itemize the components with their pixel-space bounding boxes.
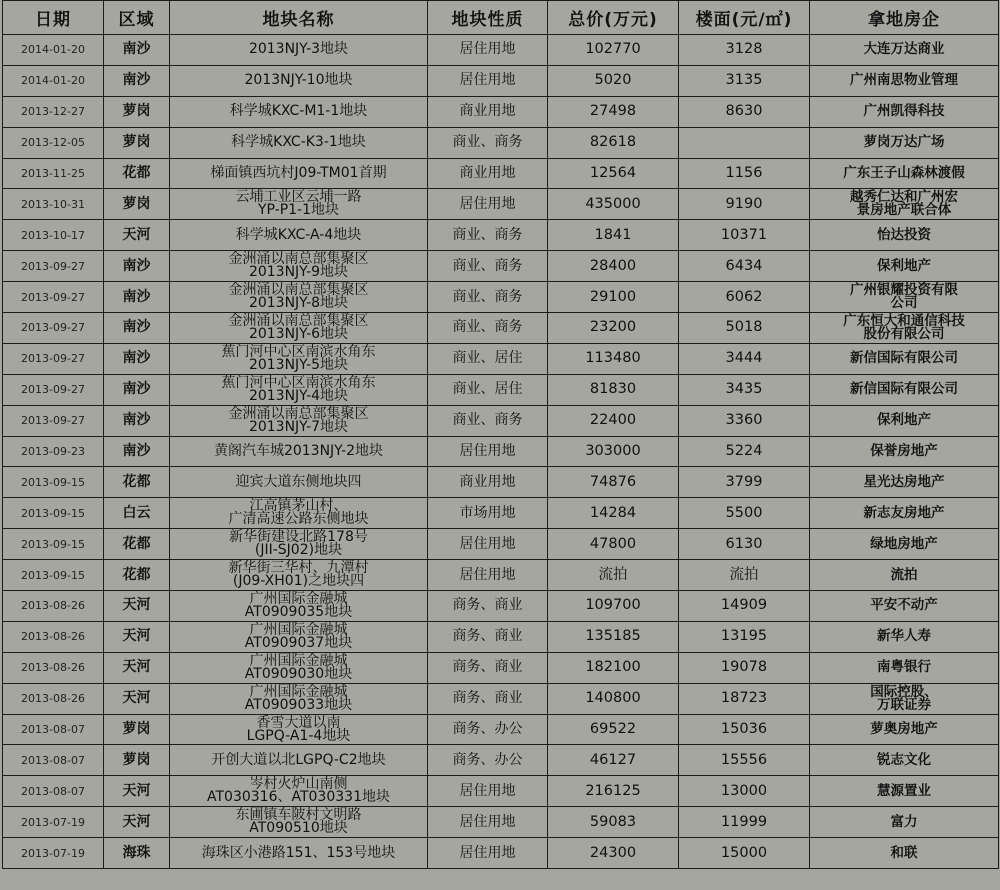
cell-date: 2013-09-27 — [3, 374, 104, 405]
cell-date: 2013-09-23 — [3, 436, 104, 467]
cell-buyer: 保利地产 — [810, 251, 999, 282]
cell-parcel-name: 2013NJY-3地块 — [170, 35, 428, 66]
cell-parcel-name: 蕉门河中心区南滨水角东 2013NJY-5地块 — [170, 343, 428, 374]
cell-total-price: 102770 — [548, 35, 679, 66]
cell-total-price: 82618 — [548, 127, 679, 158]
table-row — [3, 807, 999, 838]
cell-district: 天河 — [104, 621, 170, 652]
cell-buyer: 南粤银行 — [810, 652, 999, 683]
table-row — [3, 621, 999, 652]
cell-parcel-name: 金洲涌以南总部集聚区 2013NJY-8地块 — [170, 282, 428, 313]
cell-date: 2014-01-20 — [3, 65, 104, 96]
table-row — [3, 498, 999, 529]
cell-parcel-name: 新华街建设北路178号 (JII-SJ02)地块 — [170, 529, 428, 560]
cell-buyer: 广州南思物业管理 — [810, 65, 999, 96]
cell-land-use: 商业用地 — [428, 96, 548, 127]
cell-buyer: 新信国际有限公司 — [810, 343, 999, 374]
cell-total-price: 5020 — [548, 65, 679, 96]
cell-floor-price: 9190 — [679, 189, 810, 220]
header-total-price: 总价(万元) — [548, 1, 679, 35]
cell-date: 2013-11-25 — [3, 158, 104, 189]
cell-parcel-name: 科学城KXC-M1-1地块 — [170, 96, 428, 127]
cell-total-price: 27498 — [548, 96, 679, 127]
cell-floor-price: 1156 — [679, 158, 810, 189]
cell-floor-price: 3435 — [679, 374, 810, 405]
cell-parcel-name: 科学城KXC-K3-1地块 — [170, 127, 428, 158]
cell-date: 2013-09-27 — [3, 251, 104, 282]
cell-date: 2013-08-07 — [3, 714, 104, 745]
cell-parcel-name: 香雪大道以南 LGPQ-A1-4地块 — [170, 714, 428, 745]
cell-land-use: 商业、商务 — [428, 251, 548, 282]
cell-date: 2013-09-15 — [3, 529, 104, 560]
cell-floor-price: 3135 — [679, 65, 810, 96]
cell-buyer: 平安不动产 — [810, 591, 999, 622]
cell-total-price: 47800 — [548, 529, 679, 560]
cell-buyer: 萝岗万达广场 — [810, 127, 999, 158]
table-row — [3, 35, 999, 66]
cell-land-use: 商业用地 — [428, 467, 548, 498]
cell-parcel-name: 广州国际金融城 AT0909030地块 — [170, 652, 428, 683]
cell-district: 萝岗 — [104, 714, 170, 745]
cell-parcel-name: 广州国际金融城 AT0909035地块 — [170, 591, 428, 622]
cell-land-use: 商业、商务 — [428, 405, 548, 436]
cell-parcel-name: 梯面镇西坑村J09-TM01首期 — [170, 158, 428, 189]
cell-buyer: 慧源置业 — [810, 776, 999, 807]
cell-land-use: 商业、商务 — [428, 313, 548, 344]
table-row — [3, 591, 999, 622]
cell-date: 2013-10-31 — [3, 189, 104, 220]
cell-district: 天河 — [104, 591, 170, 622]
cell-land-use: 商业、商务 — [428, 220, 548, 251]
table-row — [3, 467, 999, 498]
cell-total-price: 59083 — [548, 807, 679, 838]
cell-land-use: 居住用地 — [428, 65, 548, 96]
cell-district: 天河 — [104, 807, 170, 838]
cell-district: 南沙 — [104, 251, 170, 282]
cell-buyer: 富力 — [810, 807, 999, 838]
cell-buyer: 绿地房地产 — [810, 529, 999, 560]
table-row — [3, 529, 999, 560]
cell-buyer: 新华人寿 — [810, 621, 999, 652]
cell-parcel-name: 金洲涌以南总部集聚区 2013NJY-9地块 — [170, 251, 428, 282]
cell-district: 南沙 — [104, 35, 170, 66]
cell-floor-price: 15556 — [679, 745, 810, 776]
cell-buyer: 新信国际有限公司 — [810, 374, 999, 405]
cell-buyer: 大连万达商业 — [810, 35, 999, 66]
cell-parcel-name: 海珠区小港路151、153号地块 — [170, 838, 428, 869]
cell-floor-price: 6062 — [679, 282, 810, 313]
cell-total-price: 74876 — [548, 467, 679, 498]
table-row — [3, 220, 999, 251]
cell-land-use: 商业、居住 — [428, 343, 548, 374]
table-row — [3, 374, 999, 405]
cell-floor-price: 3444 — [679, 343, 810, 374]
table-row — [3, 65, 999, 96]
cell-parcel-name: 云埔工业区云埔一路 YP-P1-1地块 — [170, 189, 428, 220]
cell-land-use: 商业、商务 — [428, 282, 548, 313]
cell-date: 2013-12-27 — [3, 96, 104, 127]
table-row — [3, 189, 999, 220]
cell-land-use: 商务、商业 — [428, 683, 548, 714]
cell-total-price: 81830 — [548, 374, 679, 405]
cell-buyer: 星光达房地产 — [810, 467, 999, 498]
cell-total-price: 69522 — [548, 714, 679, 745]
table-row — [3, 96, 999, 127]
cell-total-price: 24300 — [548, 838, 679, 869]
cell-buyer: 广州银耀投资有限 公司 — [810, 282, 999, 313]
cell-date: 2013-08-07 — [3, 776, 104, 807]
cell-parcel-name: 江高镇茅山村、 广清高速公路东侧地块 — [170, 498, 428, 529]
table-row — [3, 838, 999, 869]
cell-floor-price: 14909 — [679, 591, 810, 622]
cell-total-price: 29100 — [548, 282, 679, 313]
table-row — [3, 282, 999, 313]
cell-district: 花都 — [104, 467, 170, 498]
cell-land-use: 商务、办公 — [428, 714, 548, 745]
cell-land-use: 商务、商业 — [428, 652, 548, 683]
cell-floor-price: 15036 — [679, 714, 810, 745]
table-header — [3, 1, 999, 35]
cell-parcel-name: 迎宾大道东侧地块四 — [170, 467, 428, 498]
cell-district: 萝岗 — [104, 189, 170, 220]
cell-total-price: 113480 — [548, 343, 679, 374]
cell-district: 海珠 — [104, 838, 170, 869]
cell-total-price: 140800 — [548, 683, 679, 714]
cell-parcel-name: 广州国际金融城 AT0909037地块 — [170, 621, 428, 652]
cell-floor-price — [679, 127, 810, 158]
cell-land-use: 商务、商业 — [428, 591, 548, 622]
cell-total-price: 109700 — [548, 591, 679, 622]
cell-parcel-name: 蕉门河中心区南滨水角东 2013NJY-4地块 — [170, 374, 428, 405]
cell-floor-price: 11999 — [679, 807, 810, 838]
cell-date: 2013-10-17 — [3, 220, 104, 251]
table-body — [3, 35, 999, 869]
cell-date: 2013-08-26 — [3, 621, 104, 652]
cell-district: 白云 — [104, 498, 170, 529]
cell-total-price: 流拍 — [548, 560, 679, 591]
cell-total-price: 46127 — [548, 745, 679, 776]
cell-buyer: 越秀仁达和广州宏 景房地产联合体 — [810, 189, 999, 220]
cell-parcel-name: 金洲涌以南总部集聚区 2013NJY-7地块 — [170, 405, 428, 436]
table-row — [3, 714, 999, 745]
cell-date: 2013-12-05 — [3, 127, 104, 158]
table-row — [3, 251, 999, 282]
cell-buyer: 新志友房地产 — [810, 498, 999, 529]
cell-floor-price: 13195 — [679, 621, 810, 652]
cell-date: 2013-08-26 — [3, 652, 104, 683]
cell-land-use: 市场用地 — [428, 498, 548, 529]
cell-floor-price: 18723 — [679, 683, 810, 714]
cell-floor-price: 6130 — [679, 529, 810, 560]
header-floor-price: 楼面(元/㎡) — [679, 1, 810, 35]
cell-land-use: 商务、办公 — [428, 745, 548, 776]
cell-total-price: 303000 — [548, 436, 679, 467]
cell-district: 花都 — [104, 529, 170, 560]
cell-parcel-name: 岑村火炉山南侧 AT030316、AT030331地块 — [170, 776, 428, 807]
cell-total-price: 1841 — [548, 220, 679, 251]
cell-parcel-name: 2013NJY-10地块 — [170, 65, 428, 96]
cell-buyer: 流拍 — [810, 560, 999, 591]
cell-district: 南沙 — [104, 343, 170, 374]
cell-total-price: 435000 — [548, 189, 679, 220]
cell-total-price: 28400 — [548, 251, 679, 282]
header-land-use: 地块性质 — [428, 1, 548, 35]
cell-land-use: 商业用地 — [428, 158, 548, 189]
cell-date: 2013-09-27 — [3, 282, 104, 313]
cell-buyer: 广东恒大和通信科技 股份有限公司 — [810, 313, 999, 344]
cell-total-price: 14284 — [548, 498, 679, 529]
cell-date: 2014-01-20 — [3, 35, 104, 66]
cell-buyer: 保利地产 — [810, 405, 999, 436]
cell-floor-price: 3799 — [679, 467, 810, 498]
cell-floor-price: 3360 — [679, 405, 810, 436]
cell-buyer: 广东王子山森林渡假 — [810, 158, 999, 189]
cell-buyer: 国际控股、 万联证券 — [810, 683, 999, 714]
cell-parcel-name: 科学城KXC-A-4地块 — [170, 220, 428, 251]
cell-floor-price: 6434 — [679, 251, 810, 282]
cell-buyer: 怡达投资 — [810, 220, 999, 251]
cell-date: 2013-09-27 — [3, 343, 104, 374]
cell-district: 萝岗 — [104, 127, 170, 158]
table-row — [3, 158, 999, 189]
cell-buyer: 和联 — [810, 838, 999, 869]
cell-district: 天河 — [104, 220, 170, 251]
cell-land-use: 居住用地 — [428, 560, 548, 591]
cell-total-price: 12564 — [548, 158, 679, 189]
cell-date: 2013-07-19 — [3, 807, 104, 838]
cell-district: 南沙 — [104, 405, 170, 436]
table-row — [3, 652, 999, 683]
header-date: 日期 — [3, 1, 104, 35]
cell-district: 南沙 — [104, 374, 170, 405]
cell-land-use: 商业、商务 — [428, 127, 548, 158]
cell-district: 天河 — [104, 683, 170, 714]
cell-parcel-name: 广州国际金融城 AT0909033地块 — [170, 683, 428, 714]
cell-district: 花都 — [104, 560, 170, 591]
cell-district: 南沙 — [104, 282, 170, 313]
cell-parcel-name: 金洲涌以南总部集聚区 2013NJY-6地块 — [170, 313, 428, 344]
cell-district: 南沙 — [104, 65, 170, 96]
table-row — [3, 405, 999, 436]
cell-parcel-name: 开创大道以北LGPQ-C2地块 — [170, 745, 428, 776]
cell-date: 2013-09-27 — [3, 313, 104, 344]
cell-floor-price: 流拍 — [679, 560, 810, 591]
cell-district: 花都 — [104, 158, 170, 189]
cell-district: 萝岗 — [104, 96, 170, 127]
table-row — [3, 343, 999, 374]
cell-land-use: 居住用地 — [428, 838, 548, 869]
table-row — [3, 560, 999, 591]
table-row — [3, 436, 999, 467]
table-row — [3, 683, 999, 714]
cell-date: 2013-07-19 — [3, 838, 104, 869]
cell-floor-price: 19078 — [679, 652, 810, 683]
cell-date: 2013-09-15 — [3, 560, 104, 591]
cell-buyer: 萝奥房地产 — [810, 714, 999, 745]
cell-total-price: 135185 — [548, 621, 679, 652]
cell-floor-price: 10371 — [679, 220, 810, 251]
cell-buyer: 锐志文化 — [810, 745, 999, 776]
header-row — [3, 1, 999, 35]
cell-district: 南沙 — [104, 436, 170, 467]
cell-date: 2013-08-07 — [3, 745, 104, 776]
cell-land-use: 居住用地 — [428, 807, 548, 838]
cell-floor-price: 5224 — [679, 436, 810, 467]
table-row — [3, 745, 999, 776]
cell-land-use: 居住用地 — [428, 529, 548, 560]
header-district: 区域 — [104, 1, 170, 35]
cell-district: 天河 — [104, 652, 170, 683]
cell-total-price: 23200 — [548, 313, 679, 344]
cell-land-use: 商业、居住 — [428, 374, 548, 405]
cell-buyer: 广州凯得科技 — [810, 96, 999, 127]
table-row — [3, 127, 999, 158]
cell-floor-price: 15000 — [679, 838, 810, 869]
cell-land-use: 居住用地 — [428, 189, 548, 220]
cell-parcel-name: 东圃镇车陂村文明路 AT090510地块 — [170, 807, 428, 838]
cell-total-price: 182100 — [548, 652, 679, 683]
cell-parcel-name: 黄阁汽车城2013NJY-2地块 — [170, 436, 428, 467]
cell-total-price: 22400 — [548, 405, 679, 436]
cell-land-use: 居住用地 — [428, 35, 548, 66]
cell-land-use: 居住用地 — [428, 436, 548, 467]
cell-buyer: 保誉房地产 — [810, 436, 999, 467]
header-parcel-name: 地块名称 — [170, 1, 428, 35]
cell-floor-price: 3128 — [679, 35, 810, 66]
cell-parcel-name: 新华街三华村、九潭村 (J09-XH01)之地块四 — [170, 560, 428, 591]
cell-district: 南沙 — [104, 313, 170, 344]
table-row — [3, 313, 999, 344]
cell-floor-price: 5500 — [679, 498, 810, 529]
cell-date: 2013-09-15 — [3, 467, 104, 498]
cell-floor-price: 5018 — [679, 313, 810, 344]
cell-floor-price: 13000 — [679, 776, 810, 807]
cell-total-price: 216125 — [548, 776, 679, 807]
table-row — [3, 776, 999, 807]
cell-land-use: 居住用地 — [428, 776, 548, 807]
cell-district: 天河 — [104, 776, 170, 807]
cell-district: 萝岗 — [104, 745, 170, 776]
cell-date: 2013-09-15 — [3, 498, 104, 529]
cell-floor-price: 8630 — [679, 96, 810, 127]
cell-date: 2013-08-26 — [3, 591, 104, 622]
land-transaction-table — [2, 0, 999, 869]
cell-land-use: 商务、商业 — [428, 621, 548, 652]
header-buyer: 拿地房企 — [810, 1, 999, 35]
cell-date: 2013-09-27 — [3, 405, 104, 436]
cell-date: 2013-08-26 — [3, 683, 104, 714]
